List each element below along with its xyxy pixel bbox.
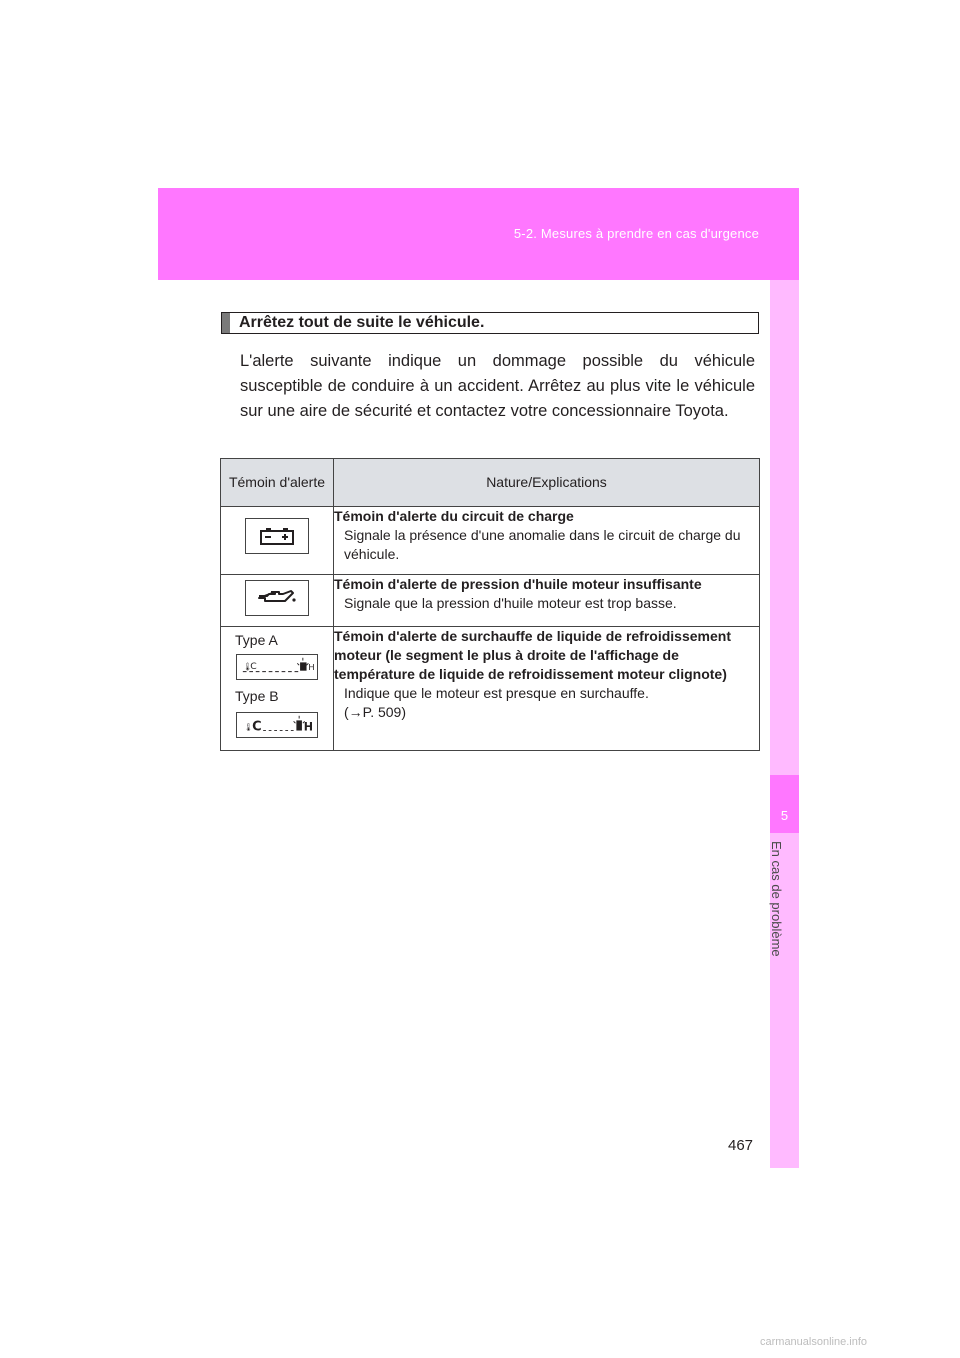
warning-description: Signale que la pression d'huile moteur est trop basse. xyxy=(344,595,677,611)
section-title: Arrêtez tout de suite le véhicule. xyxy=(239,314,485,331)
side-tab-chapter-marker xyxy=(770,775,799,833)
heading-marker xyxy=(222,313,230,333)
warning-icon-cell xyxy=(221,507,334,575)
svg-text:🌡: 🌡 xyxy=(243,722,254,732)
warning-icon-cell xyxy=(221,627,334,751)
coolant-gauge-type-a-icon xyxy=(236,654,318,680)
chapter-number: 5 xyxy=(780,808,789,823)
svg-text:🌡: 🌡 xyxy=(242,661,253,671)
warning-title: Témoin d'alerte de surchauffe de liquide de refroidissement moteur (le segment le plus à droite de l'affichage de température de liquide de refroidissement moteur clignote) xyxy=(334,628,731,682)
coolant-gauge-type-b-icon xyxy=(236,712,318,738)
warning-explanation xyxy=(334,627,760,751)
section-heading xyxy=(221,312,759,334)
type-a-label: Type A xyxy=(235,632,278,648)
intro-paragraph: L'alerte suivante indique un dommage possible du véhicule susceptible de conduire à un accident. Arrêtez au plus vite le véhicule sur une aire de sécurité et contactez votre concessionnaire Toyota. xyxy=(240,352,755,420)
table-row xyxy=(221,627,760,751)
svg-text:H: H xyxy=(303,720,314,734)
warning-title: Témoin d'alerte de pression d'huile moteur insuffisante xyxy=(334,576,702,592)
oil-can-icon xyxy=(245,580,309,616)
table-row xyxy=(221,507,760,575)
warning-title: Témoin d'alerte du circuit de charge xyxy=(334,508,574,524)
chapter-title: En cas de problème xyxy=(769,841,784,957)
battery-icon xyxy=(245,518,309,554)
header-band xyxy=(158,188,799,280)
warning-explanation xyxy=(334,575,760,627)
warning-description: Indique que le moteur est presque en surchauffe. xyxy=(344,685,649,701)
watermark: carmanualsonline.info xyxy=(760,1336,868,1348)
warning-icon-cell xyxy=(221,575,334,627)
table-row xyxy=(221,575,760,627)
side-tab xyxy=(770,280,799,1168)
svg-text:C: C xyxy=(252,719,262,735)
page-number: 467 xyxy=(728,1137,754,1154)
warning-table xyxy=(220,458,760,751)
column-header-explanations: Nature/Explications xyxy=(334,459,760,507)
warning-description: Signale la présence d'une anomalie dans le circuit de charge du véhicule. xyxy=(344,527,741,562)
column-header-warning-light: Témoin d'alerte xyxy=(221,459,334,507)
section-breadcrumb: 5-2. Mesures à prendre en cas d'urgence xyxy=(513,226,759,241)
svg-text:H: H xyxy=(308,661,315,672)
page-reference: (→P. 509) xyxy=(344,704,406,720)
table-header-row xyxy=(221,459,760,507)
warning-explanation xyxy=(334,507,760,575)
type-b-label: Type B xyxy=(235,688,279,704)
svg-text:C: C xyxy=(250,660,257,672)
